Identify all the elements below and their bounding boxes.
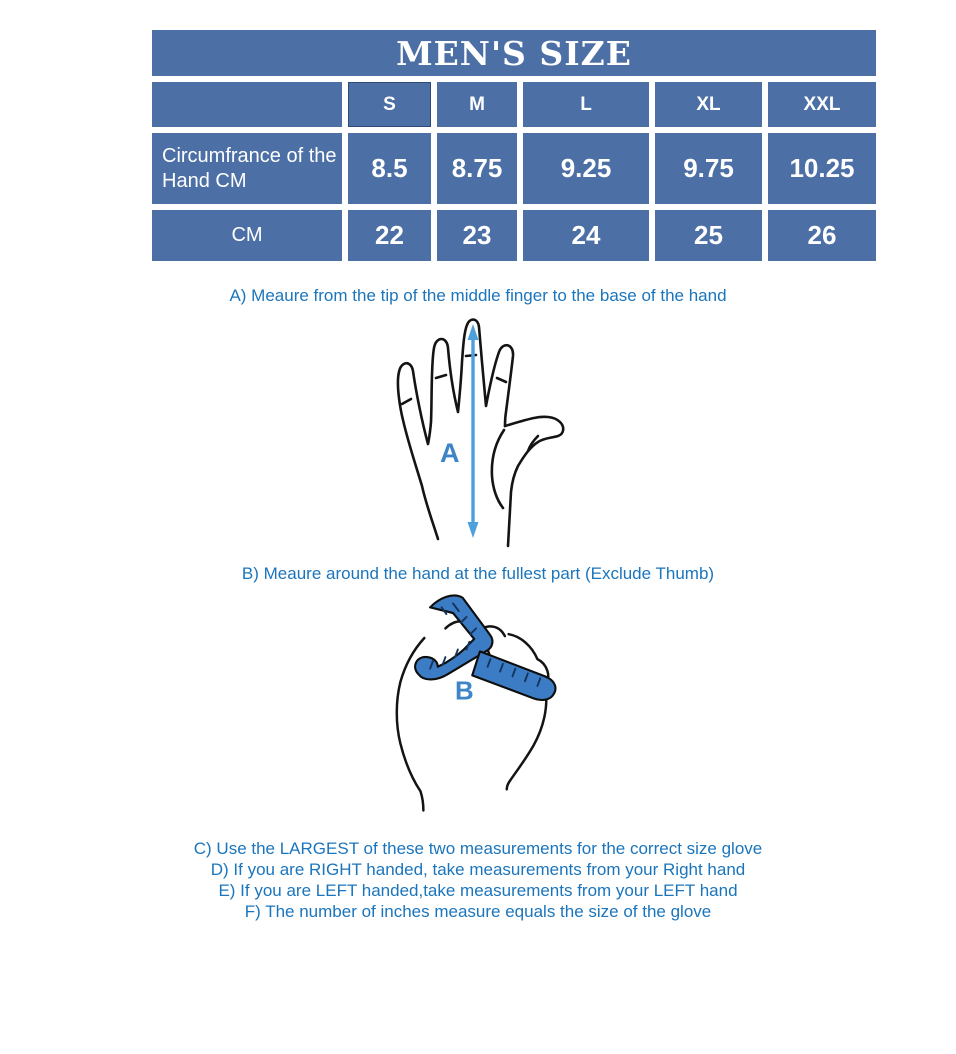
instruction-c: C) Use the LARGEST of these two measurements for the correct size glove (193, 839, 763, 858)
size-header-xxl: XXL (768, 82, 876, 127)
fist-figure-label: B (455, 677, 474, 706)
arrowhead-up (468, 324, 479, 340)
fist-circumference-diagram (382, 592, 574, 822)
size-header-l: L (523, 82, 649, 127)
circumference-row-label: Circumfrance of the Hand CM (152, 133, 342, 204)
circumference-value-s: 8.5 (348, 133, 431, 204)
hand-figure-label: A (440, 438, 460, 468)
size-guide-page (0, 30, 956, 1054)
pinky-crease (402, 399, 411, 404)
palm-inner-line (492, 430, 504, 508)
ring-crease (436, 375, 446, 378)
instruction-d: D) If you are RIGHT handed, take measurements from your Right hand (210, 860, 746, 879)
fist-outline-right (507, 634, 548, 789)
hand-length-diagram (378, 314, 578, 549)
size-header-m: M (437, 82, 517, 127)
instruction-a: A) Meaure from the tip of the middle finger to the base of the hand (229, 286, 727, 305)
corner-cell (152, 82, 342, 127)
cm-value-l: 24 (523, 210, 649, 261)
cm-row-label: CM (152, 210, 342, 261)
index-crease (497, 378, 506, 382)
table-title: MEN'S SIZE (152, 30, 876, 76)
cm-value-m: 23 (437, 210, 517, 261)
instructions-c-to-f (0, 838, 956, 922)
cm-value-s: 22 (348, 210, 431, 261)
tape-right-segment (472, 651, 555, 700)
cm-value-xxl: 26 (768, 210, 876, 261)
thumb-outline (505, 417, 563, 546)
cm-value-xl: 25 (655, 210, 762, 261)
instruction-e: E) If you are LEFT handed,take measurements from your LEFT hand (218, 881, 738, 900)
circumference-value-xxl: 10.25 (768, 133, 876, 204)
hand-outline (398, 320, 513, 539)
size-header-xl: XL (655, 82, 762, 127)
circumference-value-m: 8.75 (437, 133, 517, 204)
instruction-b: B) Meaure around the hand at the fullest part (Exclude Thumb) (241, 564, 715, 583)
instruction-f: F) The number of inches measure equals the size of the glove (244, 902, 712, 921)
size-header-s: S (348, 82, 431, 127)
mens-size-table (152, 30, 876, 261)
circumference-value-l: 9.25 (523, 133, 649, 204)
arrowhead-down (468, 522, 479, 538)
circumference-value-xl: 9.75 (655, 133, 762, 204)
